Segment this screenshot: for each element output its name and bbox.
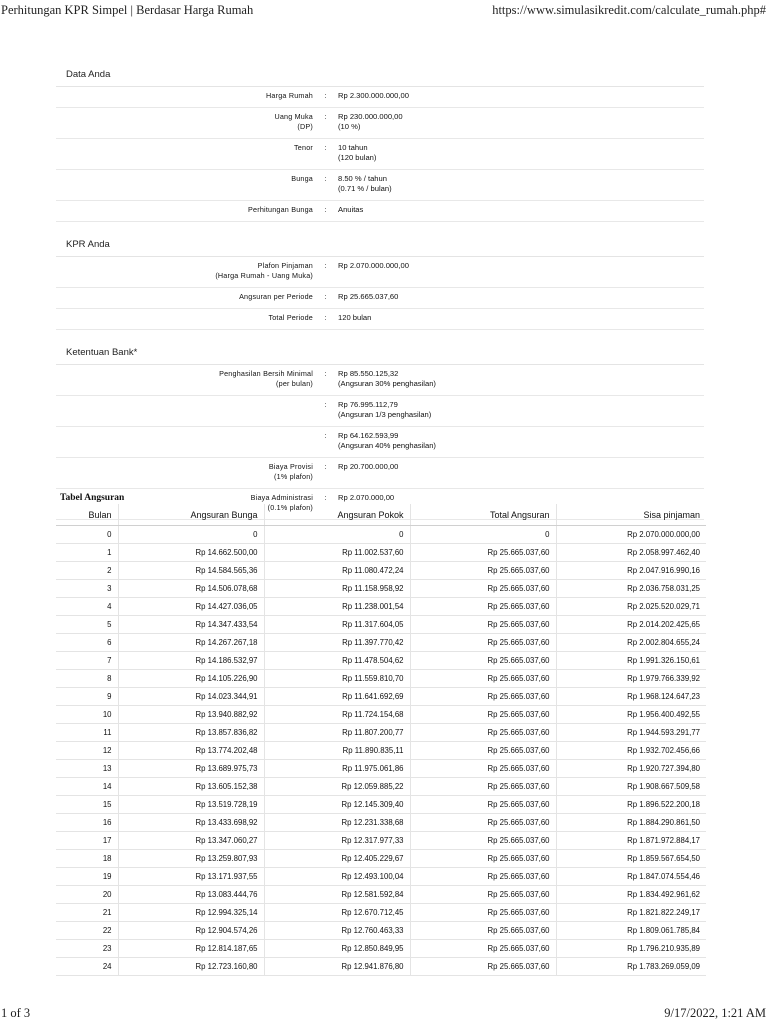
info-value-line: Rp 64.162.593,99 [338,431,399,440]
table-row [56,724,706,742]
cell-bulan: 0 [56,526,118,544]
kpr-summary [56,64,704,520]
header-angsuran-bunga: Angsuran Bunga [118,504,264,526]
cell-bulan: 7 [56,652,118,670]
cell-angsuran-bunga: Rp 14.347.433,54 [118,616,264,634]
table-row [56,760,706,778]
cell-total-angsuran: Rp 25.665.037,60 [410,742,556,760]
info-row [56,170,704,201]
cell-bulan: 11 [56,724,118,742]
header-sisa-pinjaman: Sisa pinjaman [556,504,706,526]
info-value-line: Rp 2.070.000.000,00 [338,261,409,270]
cell-total-angsuran: Rp 25.665.037,60 [410,598,556,616]
cell-angsuran-bunga: Rp 14.427.036,05 [118,598,264,616]
info-value-line: (Angsuran 1/3 penghasilan) [338,410,432,419]
info-label-line: (Harga Rumah - Uang Muka) [215,271,313,280]
info-value-line: Rp 20.700.000,00 [338,462,399,471]
table-row [56,544,706,562]
info-row [56,139,704,170]
cell-bulan: 16 [56,814,118,832]
info-label-line: Uang Muka [274,112,313,121]
info-row [56,257,704,288]
info-row [56,87,704,108]
cell-angsuran-bunga: Rp 14.023.344,91 [118,688,264,706]
header-total-angsuran: Total Angsuran [410,504,556,526]
table-row [56,670,706,688]
cell-sisa-pinjaman: Rp 1.871.972.884,17 [556,832,706,850]
info-label [56,174,313,194]
cell-total-angsuran: Rp 25.665.037,60 [410,760,556,778]
cell-angsuran-bunga: Rp 13.774.202,48 [118,742,264,760]
separator-colon: : [324,112,327,121]
info-value-line: Rp 2.070.000,00 [338,493,395,502]
table-row [56,832,706,850]
info-label-line: Biaya Provisi [268,462,313,471]
info-label [56,313,313,323]
info-label [56,143,313,163]
info-label-line: Bunga [291,174,313,183]
table-row [56,904,706,922]
cell-angsuran-bunga: Rp 13.857.836,82 [118,724,264,742]
cell-angsuran-bunga: Rp 14.662.500,00 [118,544,264,562]
info-label-line: (per bulan) [276,379,313,388]
cell-bulan: 5 [56,616,118,634]
table-row [56,526,706,544]
header-bulan: Bulan [56,504,118,526]
cell-bulan: 20 [56,886,118,904]
cell-total-angsuran: Rp 25.665.037,60 [410,886,556,904]
info-value-line: 8.50 % / tahun [338,174,387,183]
cell-total-angsuran: Rp 25.665.037,60 [410,958,556,976]
table-row [56,796,706,814]
info-label-line: Penghasilan Bersih Minimal [219,369,313,378]
cell-angsuran-pokok: Rp 11.641.692,69 [264,688,410,706]
cell-sisa-pinjaman: Rp 1.944.593.291,77 [556,724,706,742]
info-label [56,205,313,215]
cell-sisa-pinjaman: Rp 2.025.520.029,71 [556,598,706,616]
cell-angsuran-bunga: Rp 13.940.882,92 [118,706,264,724]
cell-angsuran-bunga: Rp 13.347.060,27 [118,832,264,850]
info-label-line: (DP) [297,122,313,131]
separator-colon: : [324,369,327,378]
info-value [338,91,704,101]
separator-colon: : [324,462,327,471]
info-value-line: Rp 76.995.112,79 [338,400,398,409]
separator-colon: : [324,292,327,301]
cell-sisa-pinjaman: Rp 1.968.124.647,23 [556,688,706,706]
cell-angsuran-bunga: Rp 13.171.937,55 [118,868,264,886]
separator-colon: : [324,174,327,183]
cell-total-angsuran: Rp 25.665.037,60 [410,796,556,814]
cell-sisa-pinjaman: Rp 2.058.997.462,40 [556,544,706,562]
cell-bulan: 21 [56,904,118,922]
cell-angsuran-bunga: 0 [118,526,264,544]
info-value-line: (Angsuran 40% penghasilan) [338,441,436,450]
cell-bulan: 12 [56,742,118,760]
table-row [56,634,706,652]
cell-angsuran-bunga: Rp 14.506.078,68 [118,580,264,598]
cell-angsuran-pokok: Rp 11.890.835,11 [264,742,410,760]
cell-sisa-pinjaman: Rp 1.908.667.509,58 [556,778,706,796]
cell-sisa-pinjaman: Rp 1.834.492.961,62 [556,886,706,904]
cell-total-angsuran: Rp 25.665.037,60 [410,616,556,634]
page-number: 1 of 3 [1,1006,31,1020]
cell-angsuran-pokok: Rp 12.581.592,84 [264,886,410,904]
info-label-line: Total Periode [268,313,313,322]
info-value-line: Rp 230.000.000,00 [338,112,403,121]
print-datetime: 9/17/2022, 1:21 AM [664,1006,766,1020]
info-label-line: Harga Rumah [266,91,313,100]
info-label [56,261,313,281]
cell-angsuran-pokok: Rp 12.317.977,33 [264,832,410,850]
section-heading: KPR Anda [56,234,704,257]
cell-total-angsuran: Rp 25.665.037,60 [410,832,556,850]
cell-total-angsuran: Rp 25.665.037,60 [410,670,556,688]
table-row [56,868,706,886]
cell-bulan: 6 [56,634,118,652]
separator-colon: : [324,493,327,502]
separator-colon: : [324,143,327,152]
info-label [56,369,313,389]
table-row [56,958,706,976]
section-heading: Data Anda [56,64,704,87]
cell-angsuran-pokok: Rp 12.405.229,67 [264,850,410,868]
info-value [338,292,704,302]
info-value [338,369,704,389]
cell-angsuran-bunga: Rp 13.083.444,76 [118,886,264,904]
info-value-line: (10 %) [338,122,361,131]
cell-angsuran-bunga: Rp 12.904.574,26 [118,922,264,940]
info-value-line: (0.71 % / bulan) [338,184,392,193]
print-footer [0,1002,768,1024]
info-label [56,91,313,101]
cell-angsuran-pokok: Rp 12.850.849,95 [264,940,410,958]
info-value-line: 10 tahun [338,143,368,152]
cell-angsuran-pokok: Rp 12.670.712,45 [264,904,410,922]
info-label-line: Biaya Administrasi [250,493,313,502]
table-row [56,850,706,868]
cell-sisa-pinjaman: Rp 2.014.202.425,65 [556,616,706,634]
info-label-line: Perhitungan Bunga [248,205,313,214]
cell-bulan: 1 [56,544,118,562]
info-label-line: (0.1% plafon) [267,503,313,512]
cell-angsuran-pokok: Rp 12.493.100,04 [264,868,410,886]
cell-total-angsuran: Rp 25.665.037,60 [410,868,556,886]
cell-angsuran-pokok: Rp 11.807.200,77 [264,724,410,742]
cell-sisa-pinjaman: Rp 1.991.326.150,61 [556,652,706,670]
cell-total-angsuran: Rp 25.665.037,60 [410,778,556,796]
cell-sisa-pinjaman: Rp 1.884.290.861,50 [556,814,706,832]
info-row [56,365,704,396]
info-row [56,309,704,330]
cell-total-angsuran: Rp 25.665.037,60 [410,922,556,940]
cell-sisa-pinjaman: Rp 1.783.269.059,09 [556,958,706,976]
cell-bulan: 23 [56,940,118,958]
info-label-line: (1% plafon) [274,472,313,481]
cell-angsuran-pokok: Rp 11.975.061,86 [264,760,410,778]
cell-total-angsuran: Rp 25.665.037,60 [410,850,556,868]
section-heading: Ketentuan Bank* [56,342,704,365]
cell-sisa-pinjaman: Rp 1.896.522.200,18 [556,796,706,814]
cell-sisa-pinjaman: Rp 2.070.000.000,00 [556,526,706,544]
info-label-line: Plafon Pinjaman [257,261,313,270]
info-value [338,431,704,451]
cell-total-angsuran: Rp 25.665.037,60 [410,904,556,922]
cell-sisa-pinjaman: Rp 1.859.567.654,50 [556,850,706,868]
cell-sisa-pinjaman: Rp 1.847.074.554,46 [556,868,706,886]
table-row [56,580,706,598]
cell-angsuran-pokok: Rp 12.941.876,80 [264,958,410,976]
cell-angsuran-bunga: Rp 14.267.267,18 [118,634,264,652]
cell-angsuran-bunga: Rp 14.186.532,97 [118,652,264,670]
cell-bulan: 15 [56,796,118,814]
info-label-line: Tenor [294,143,313,152]
info-row [56,427,704,458]
cell-angsuran-pokok: Rp 11.238.001,54 [264,598,410,616]
info-label [56,462,313,482]
info-row [56,396,704,427]
table-row [56,652,706,670]
cell-angsuran-pokok: Rp 11.002.537,60 [264,544,410,562]
info-value [338,112,704,132]
info-value-line: Rp 2.300.000.000,00 [338,91,409,100]
table-row [56,814,706,832]
page-url: https://www.simulasikredit.com/calculate_rumah.php# [492,3,766,17]
table-row [56,598,706,616]
cell-bulan: 2 [56,562,118,580]
cell-sisa-pinjaman: Rp 1.821.822.249,17 [556,904,706,922]
cell-angsuran-bunga: Rp 13.689.975,73 [118,760,264,778]
separator-colon: : [324,91,327,100]
cell-total-angsuran: Rp 25.665.037,60 [410,940,556,958]
cell-angsuran-pokok: Rp 11.080.472,24 [264,562,410,580]
separator-colon: : [324,205,327,214]
cell-bulan: 10 [56,706,118,724]
cell-angsuran-bunga: Rp 13.519.728,19 [118,796,264,814]
cell-bulan: 14 [56,778,118,796]
table-row [56,616,706,634]
cell-sisa-pinjaman: Rp 2.036.758.031,25 [556,580,706,598]
cell-bulan: 3 [56,580,118,598]
cell-bulan: 4 [56,598,118,616]
cell-angsuran-pokok: Rp 11.158.958,92 [264,580,410,598]
cell-total-angsuran: Rp 25.665.037,60 [410,706,556,724]
cell-bulan: 24 [56,958,118,976]
cell-total-angsuran: 0 [410,526,556,544]
cell-total-angsuran: Rp 25.665.037,60 [410,688,556,706]
page-title: Perhitungan KPR Simpel | Berdasar Harga Rumah [1,3,254,17]
table-header-row [56,504,706,526]
cell-total-angsuran: Rp 25.665.037,60 [410,580,556,598]
cell-angsuran-pokok: Rp 11.317.604,05 [264,616,410,634]
info-value [338,143,704,163]
cell-angsuran-bunga: Rp 14.105.226,90 [118,670,264,688]
cell-total-angsuran: Rp 25.665.037,60 [410,634,556,652]
table-row [56,688,706,706]
separator-colon: : [324,400,327,409]
table-row [56,922,706,940]
separator-colon: : [324,313,327,322]
cell-sisa-pinjaman: Rp 1.809.061.785,84 [556,922,706,940]
info-value-line: Rp 25.665.037,60 [338,292,399,301]
info-value-line: 120 bulan [338,313,372,322]
info-value [338,174,704,194]
cell-total-angsuran: Rp 25.665.037,60 [410,544,556,562]
table-title: Tabel Angsuran [60,493,125,503]
cell-angsuran-pokok: Rp 11.478.504,62 [264,652,410,670]
info-value [338,313,704,323]
info-label [56,400,313,420]
cell-bulan: 18 [56,850,118,868]
cell-sisa-pinjaman: Rp 2.002.804.655,24 [556,634,706,652]
cell-bulan: 9 [56,688,118,706]
cell-bulan: 22 [56,922,118,940]
table-row [56,778,706,796]
cell-sisa-pinjaman: Rp 1.979.766.339,92 [556,670,706,688]
cell-angsuran-pokok: Rp 11.559.810,70 [264,670,410,688]
cell-angsuran-pokok: 0 [264,526,410,544]
section-gap [56,222,704,234]
cell-angsuran-bunga: Rp 12.814.187,65 [118,940,264,958]
info-label [56,431,313,451]
cell-angsuran-bunga: Rp 14.584.565,36 [118,562,264,580]
info-value [338,400,704,420]
table-row [56,940,706,958]
print-header [0,0,768,22]
cell-total-angsuran: Rp 25.665.037,60 [410,724,556,742]
cell-angsuran-pokok: Rp 12.145.309,40 [264,796,410,814]
cell-bulan: 17 [56,832,118,850]
cell-angsuran-pokok: Rp 11.397.770,42 [264,634,410,652]
separator-colon: : [324,431,327,440]
cell-sisa-pinjaman: Rp 2.047.916.990,16 [556,562,706,580]
header-angsuran-pokok: Angsuran Pokok [264,504,410,526]
info-row [56,201,704,222]
info-value [338,462,704,482]
info-label [56,292,313,302]
cell-angsuran-bunga: Rp 12.994.325,14 [118,904,264,922]
info-row [56,288,704,309]
info-label-line: Angsuran per Periode [239,292,313,301]
cell-angsuran-pokok: Rp 11.724.154,68 [264,706,410,724]
table-row [56,562,706,580]
cell-total-angsuran: Rp 25.665.037,60 [410,562,556,580]
info-value-line: Rp 85.550.125,32 [338,369,399,378]
info-value-line: Anuitas [338,205,364,214]
cell-sisa-pinjaman: Rp 1.932.702.456,66 [556,742,706,760]
table-row [56,706,706,724]
cell-sisa-pinjaman: Rp 1.920.727.394,80 [556,760,706,778]
cell-angsuran-pokok: Rp 12.231.338,68 [264,814,410,832]
info-row [56,108,704,139]
info-value-line: (120 bulan) [338,153,377,162]
installment-table [56,504,706,976]
cell-sisa-pinjaman: Rp 1.796.210.935,89 [556,940,706,958]
table-row [56,886,706,904]
cell-angsuran-bunga: Rp 12.723.160,80 [118,958,264,976]
cell-total-angsuran: Rp 25.665.037,60 [410,652,556,670]
info-value [338,261,704,281]
cell-sisa-pinjaman: Rp 1.956.400.492,55 [556,706,706,724]
section-gap [56,330,704,342]
cell-bulan: 13 [56,760,118,778]
info-value [338,205,704,215]
table-row [56,742,706,760]
cell-angsuran-bunga: Rp 13.605.152,38 [118,778,264,796]
cell-bulan: 19 [56,868,118,886]
cell-total-angsuran: Rp 25.665.037,60 [410,814,556,832]
cell-angsuran-bunga: Rp 13.259.807,93 [118,850,264,868]
separator-colon: : [324,261,327,270]
info-value-line: (Angsuran 30% penghasilan) [338,379,436,388]
info-row [56,458,704,489]
cell-angsuran-bunga: Rp 13.433.698,92 [118,814,264,832]
info-label [56,112,313,132]
cell-angsuran-pokok: Rp 12.760.463,33 [264,922,410,940]
cell-bulan: 8 [56,670,118,688]
cell-angsuran-pokok: Rp 12.059.885,22 [264,778,410,796]
